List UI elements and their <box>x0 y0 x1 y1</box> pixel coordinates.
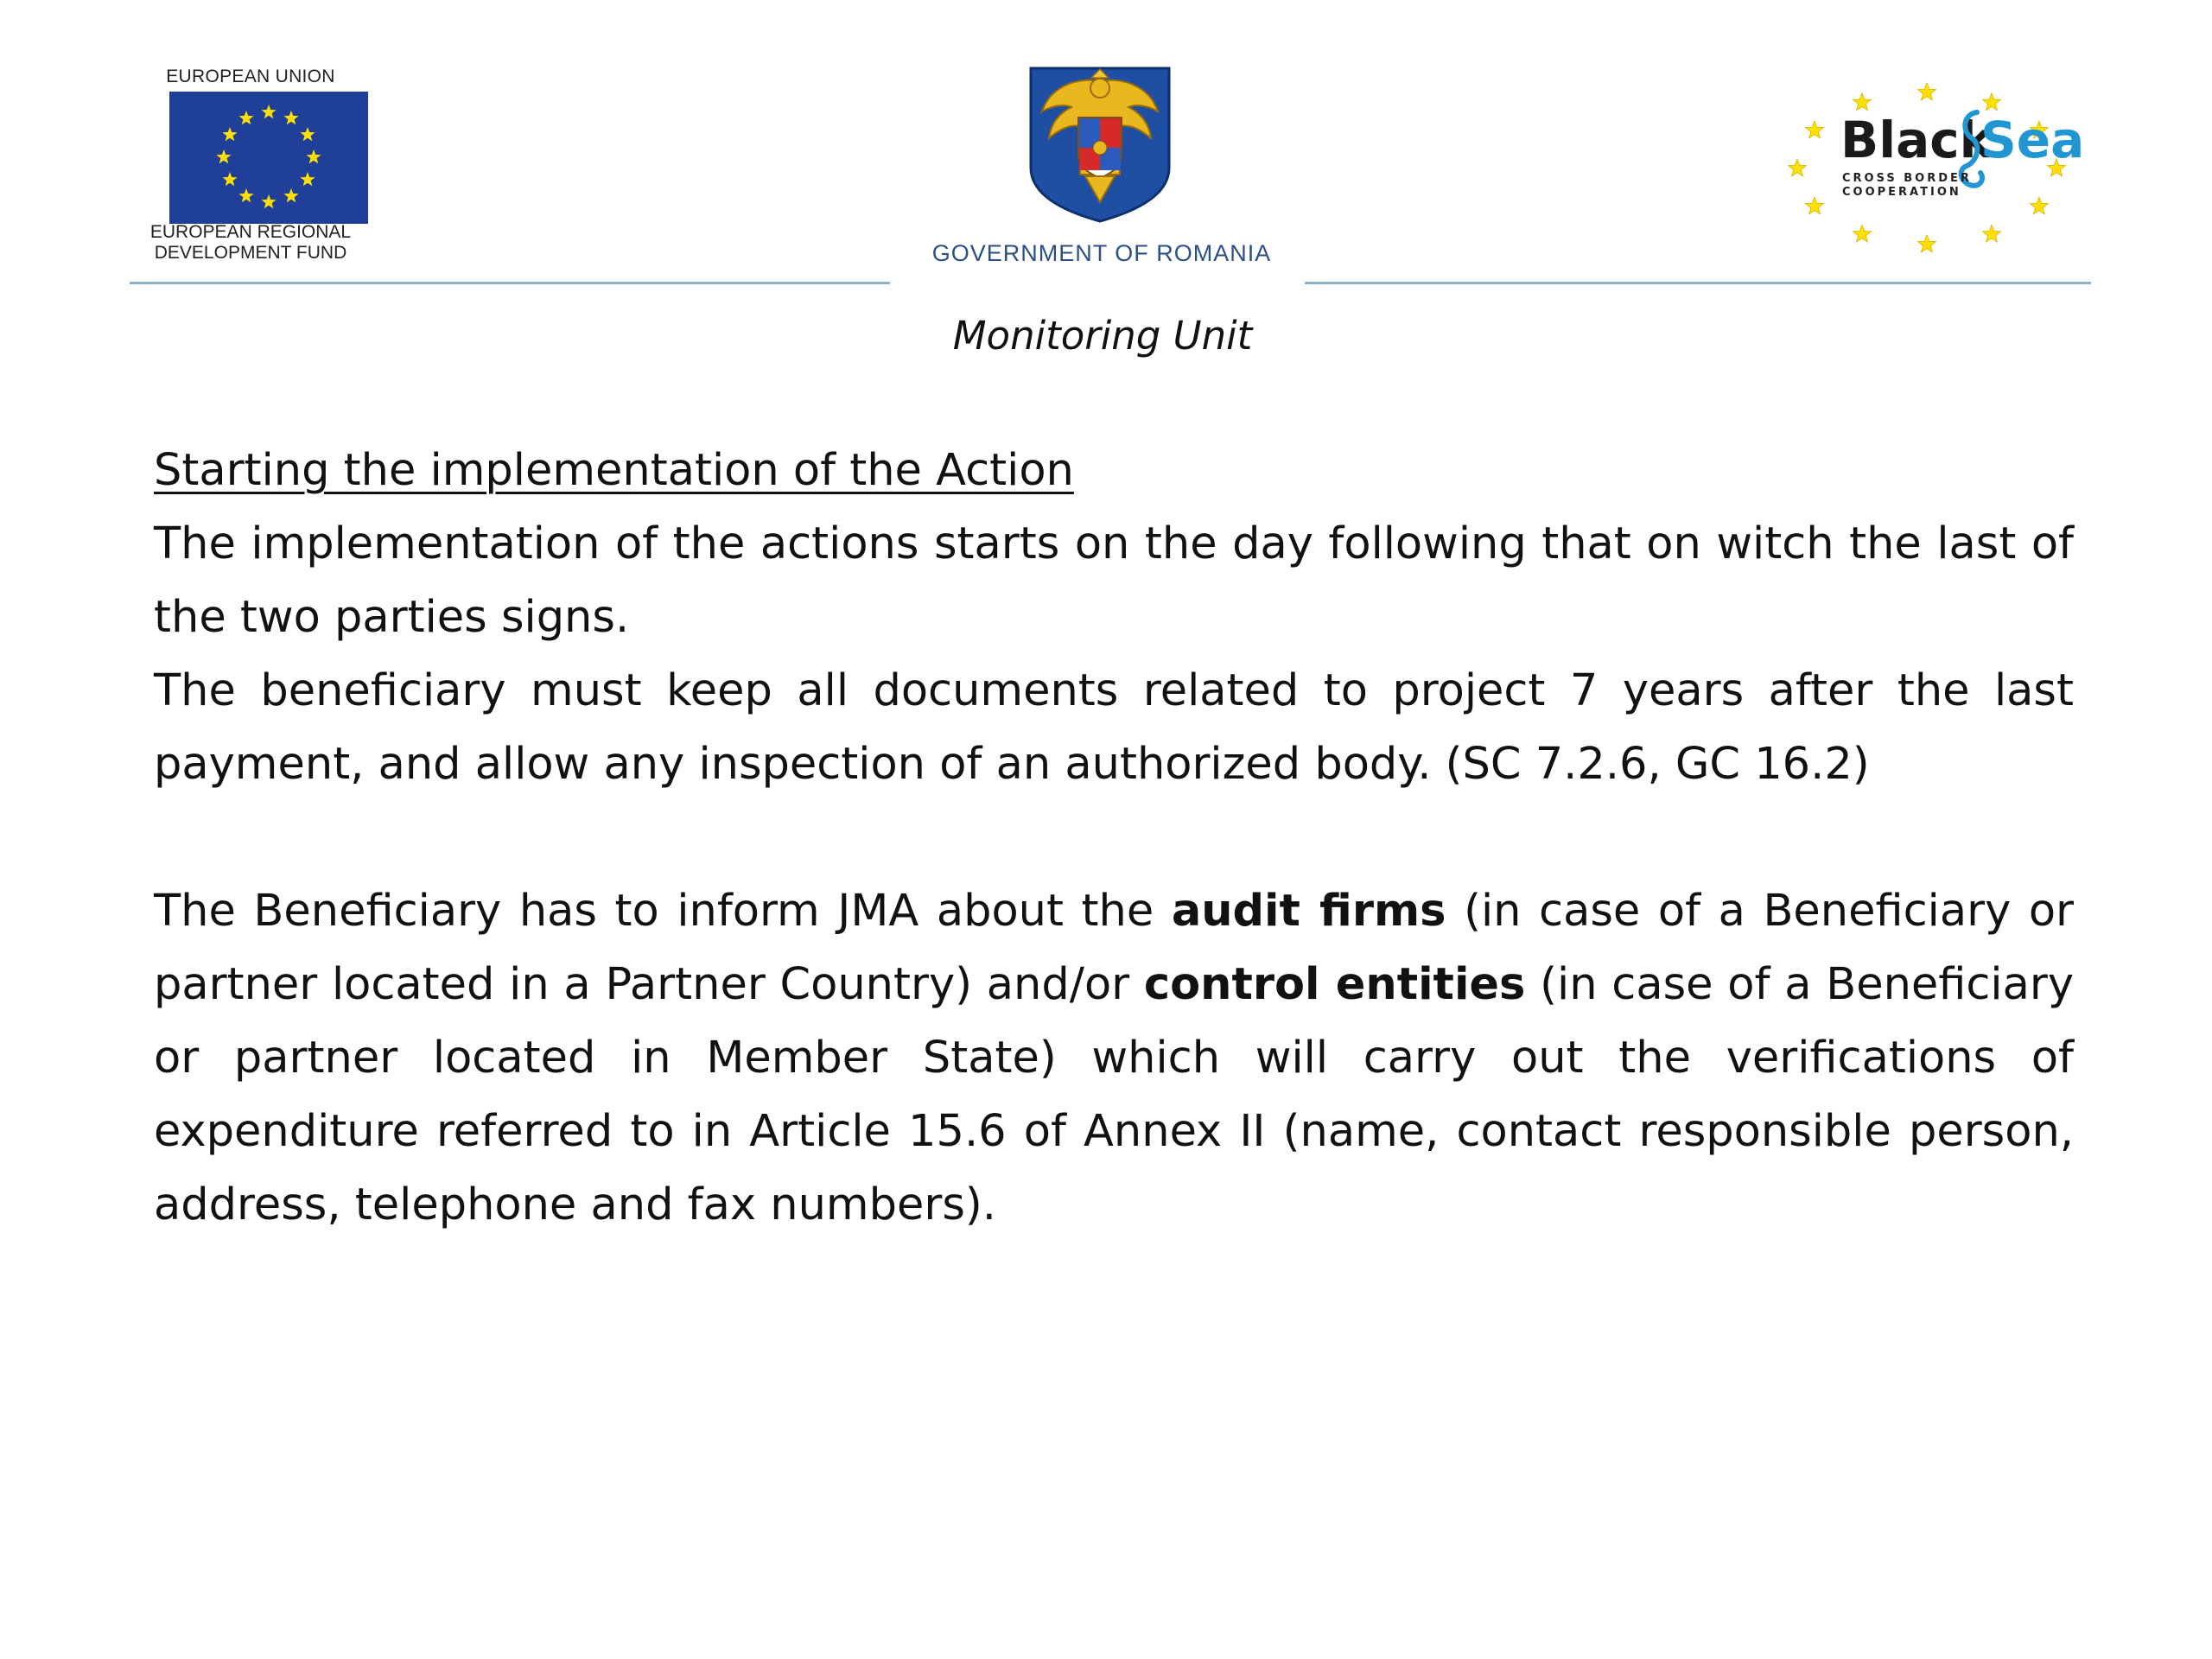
logo-word-black: Black <box>1840 111 1993 169</box>
logo-tagline-2: COOPERATION <box>1842 186 1961 199</box>
eu-bottom-label-line2: DEVELOPMENT FUND <box>154 243 347 263</box>
government-logo <box>881 64 1331 271</box>
logo-tagline-1: CROSS BORDER <box>1842 172 1972 185</box>
audit-text-2: (in case of a Beneficiary or partner located in a Partner Country) and/or <box>154 886 2074 1010</box>
eu-flag-icon <box>169 92 368 224</box>
eu-bottom-label-line1: EUROPEAN REGIONAL <box>149 222 352 242</box>
slide-content <box>154 434 2074 1242</box>
audit-firms-bold: audit firms <box>1171 886 1446 937</box>
audit-text-3: (in case of a Beneficiary or partner located in Member State) which will carry out the verifications of expenditure referred to in Article 15.6 of Annex II (name, contact responsible person, address, telephone and fax numbers). <box>154 959 2075 1230</box>
unit-title <box>0 313 2212 359</box>
eu-bottom-label <box>130 222 372 264</box>
section-heading: Starting the implementation of the Action <box>154 445 1074 496</box>
paragraph-audit <box>154 874 2074 1242</box>
paragraph-documents: The beneficiary must keep all documents related to project 7 years after the last payment, and allow any inspection of an authorized body. (SC 7.2.6, GC 16.2) <box>154 665 2074 790</box>
audit-text-1: The Beneficiary has to inform JMA about the <box>154 886 1172 937</box>
paragraph-implementation: The implementation of the actions starts on the day following that on witch the last of the two parties signs. <box>154 518 2074 643</box>
government-label: GOVERNMENT OF ROMANIA <box>931 240 1272 266</box>
logo-word-sea: Sea <box>1980 111 2085 169</box>
unit-title-text: Monitoring Unit <box>952 313 1253 359</box>
control-entities-bold: control entities <box>1143 959 1526 1010</box>
header-divider-left <box>130 282 890 284</box>
eu-top-label: EUROPEAN UNION <box>166 67 335 86</box>
eu-logo <box>130 62 372 270</box>
black-sea-cbc-logo <box>1780 78 2085 268</box>
header-divider-right <box>1305 282 2091 284</box>
paragraph-gap <box>154 801 2074 874</box>
romanian-coat-of-arms-icon <box>1027 64 1173 225</box>
